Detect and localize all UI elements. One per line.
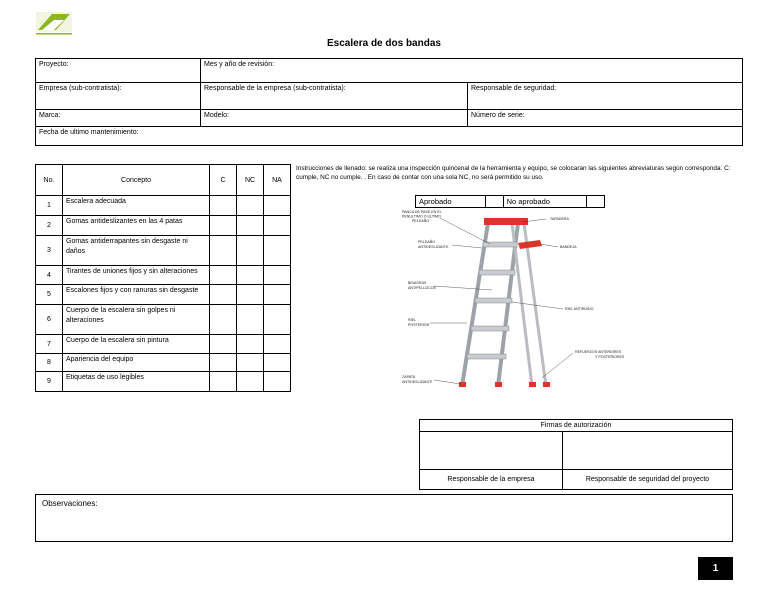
cell-nc[interactable]	[237, 372, 264, 392]
modelo-field[interactable]: Modelo:	[201, 110, 468, 127]
label-zapata-2: ANTIDESLIZANTE	[402, 380, 433, 384]
proyecto-field[interactable]: Proyecto:	[36, 59, 201, 83]
ladder-diagram	[400, 208, 640, 388]
label-riel: RIEL	[408, 318, 416, 322]
approval-status	[415, 195, 605, 208]
document-title: Escalera de dos bandas	[327, 38, 441, 49]
mes-revision-field[interactable]: Mes y año de revisión:	[201, 59, 743, 83]
cell-c[interactable]	[210, 335, 237, 354]
observations-label: Observaciones:	[42, 499, 98, 508]
observations-box[interactable]	[35, 494, 733, 542]
instructions-text: Instrucciones de llenado: se realiza una inspección quincenal de la herramienta y equipo, se colocaran las siguientes abreviaturas según corresponda: C: cumple, NC no cumple. . En caso de contar con una sola NC, no será permitido su uso.	[296, 165, 731, 181]
cell-na[interactable]	[264, 236, 291, 266]
responsable-seguridad-field[interactable]: Responsable de seguridad:	[468, 83, 743, 110]
row-number: 2	[36, 216, 63, 236]
cell-nc[interactable]	[237, 196, 264, 216]
empresa-field[interactable]: Empresa (sub-contratista):	[36, 83, 201, 110]
aprobado-checkbox[interactable]	[485, 196, 503, 208]
cell-nc[interactable]	[237, 335, 264, 354]
signatures-title: Firmas de autorización	[420, 420, 733, 432]
column-c: C	[210, 165, 237, 196]
page-number: 1	[698, 557, 733, 580]
row-concepto: Cuerpo de la escalera sin pintura	[63, 335, 210, 354]
table-row	[36, 266, 291, 285]
row-number: 9	[36, 372, 63, 392]
row-number: 5	[36, 285, 63, 305]
label-panca-3: PELDAÑO	[412, 219, 430, 223]
label-panca: PANCA DE PASE EN EL	[402, 210, 442, 214]
table-row	[36, 305, 291, 335]
cell-c[interactable]	[210, 305, 237, 335]
column-nc: NC	[237, 165, 264, 196]
company-logo	[34, 8, 74, 38]
label-panca-2: PENULTIMO O ULTIMO	[402, 214, 441, 219]
table-row	[36, 236, 291, 266]
row-concepto: Gomas antideslizantes en las 4 patas	[63, 216, 210, 236]
label-peldano-2: ANTIDESLIZANTE	[418, 245, 449, 249]
row-concepto: Apariencia del equipo	[63, 354, 210, 372]
cell-c[interactable]	[210, 285, 237, 305]
cell-nc[interactable]	[237, 266, 264, 285]
row-number: 7	[36, 335, 63, 354]
label-riel-antiruido: RIEL ANTIRUIDO	[565, 307, 594, 311]
row-number: 4	[36, 266, 63, 285]
cell-c[interactable]	[210, 354, 237, 372]
cell-c[interactable]	[210, 372, 237, 392]
signature-table	[419, 419, 733, 490]
row-concepto: Cuerpo de la escalera sin golpes ni alteraciones	[63, 305, 210, 335]
label-zapata: ZAPATA	[402, 375, 416, 379]
fecha-mantenimiento-field[interactable]: Fecha de ultimo mantenimiento:	[36, 127, 743, 146]
table-row	[36, 335, 291, 354]
signature-empresa-box[interactable]	[420, 432, 563, 470]
marca-field[interactable]: Marca:	[36, 110, 201, 127]
cell-nc[interactable]	[237, 305, 264, 335]
cell-c[interactable]	[210, 266, 237, 285]
label-riel-2: POSTERIOR	[408, 323, 430, 327]
aprobado-label: Aprobado	[416, 196, 486, 208]
cell-na[interactable]	[264, 285, 291, 305]
header-info-table	[35, 58, 743, 146]
inspection-checklist	[35, 164, 291, 392]
responsable-empresa-field[interactable]: Responsable de la empresa (sub-contratista):	[201, 83, 468, 110]
cell-nc[interactable]	[237, 236, 264, 266]
row-concepto: Tirantes de uniones fijos y sin alteraciones	[63, 266, 210, 285]
row-number: 6	[36, 305, 63, 335]
cell-na[interactable]	[264, 372, 291, 392]
label-peldano: PELDAÑO	[418, 240, 436, 244]
cell-nc[interactable]	[237, 285, 264, 305]
signature-empresa-label: Responsable de la empresa	[420, 470, 563, 490]
label-tapadera: TAPADERA	[550, 217, 569, 221]
table-row	[36, 372, 291, 392]
cell-na[interactable]	[264, 305, 291, 335]
row-number: 8	[36, 354, 63, 372]
cell-c[interactable]	[210, 216, 237, 236]
cell-na[interactable]	[264, 266, 291, 285]
cell-na[interactable]	[264, 196, 291, 216]
cell-nc[interactable]	[237, 354, 264, 372]
row-concepto: Etiquetas de uso legibles	[63, 372, 210, 392]
signature-seguridad-box[interactable]	[563, 432, 733, 470]
row-number: 3	[36, 236, 63, 266]
column-no: No.	[36, 165, 63, 196]
row-concepto: Gomas antiderrapantes sin desgaste ni daños	[63, 236, 210, 266]
label-bisagras: BISAGRAS	[408, 281, 427, 285]
label-bandeja: BANDEJA	[560, 245, 577, 249]
cell-na[interactable]	[264, 354, 291, 372]
table-row	[36, 196, 291, 216]
numero-serie-field[interactable]: Número de serie:	[468, 110, 743, 127]
cell-c[interactable]	[210, 196, 237, 216]
table-row	[36, 354, 291, 372]
label-bisagras-2: ANTIPELLIZCOS	[408, 286, 436, 290]
signature-seguridad-label: Responsable de seguridad del proyecto	[563, 470, 733, 490]
label-refuerzos: REFUERZOS ANTERIORES	[575, 350, 622, 354]
row-number: 1	[36, 196, 63, 216]
column-concepto: Concepto	[63, 165, 210, 196]
cell-c[interactable]	[210, 236, 237, 266]
table-row	[36, 216, 291, 236]
cell-na[interactable]	[264, 216, 291, 236]
checklist-header-row	[36, 165, 291, 196]
column-na: NA	[264, 165, 291, 196]
label-refuerzos-2: Y POSTERIORES	[595, 355, 625, 359]
table-row	[36, 285, 291, 305]
cell-na[interactable]	[264, 335, 291, 354]
no-aprobado-checkbox[interactable]	[586, 196, 604, 208]
row-concepto: Escalones fijos y con ranuras sin desgaste	[63, 285, 210, 305]
row-concepto: Escalera adecuada	[63, 196, 210, 216]
no-aprobado-label: No aprobado	[503, 196, 586, 208]
cell-nc[interactable]	[237, 216, 264, 236]
